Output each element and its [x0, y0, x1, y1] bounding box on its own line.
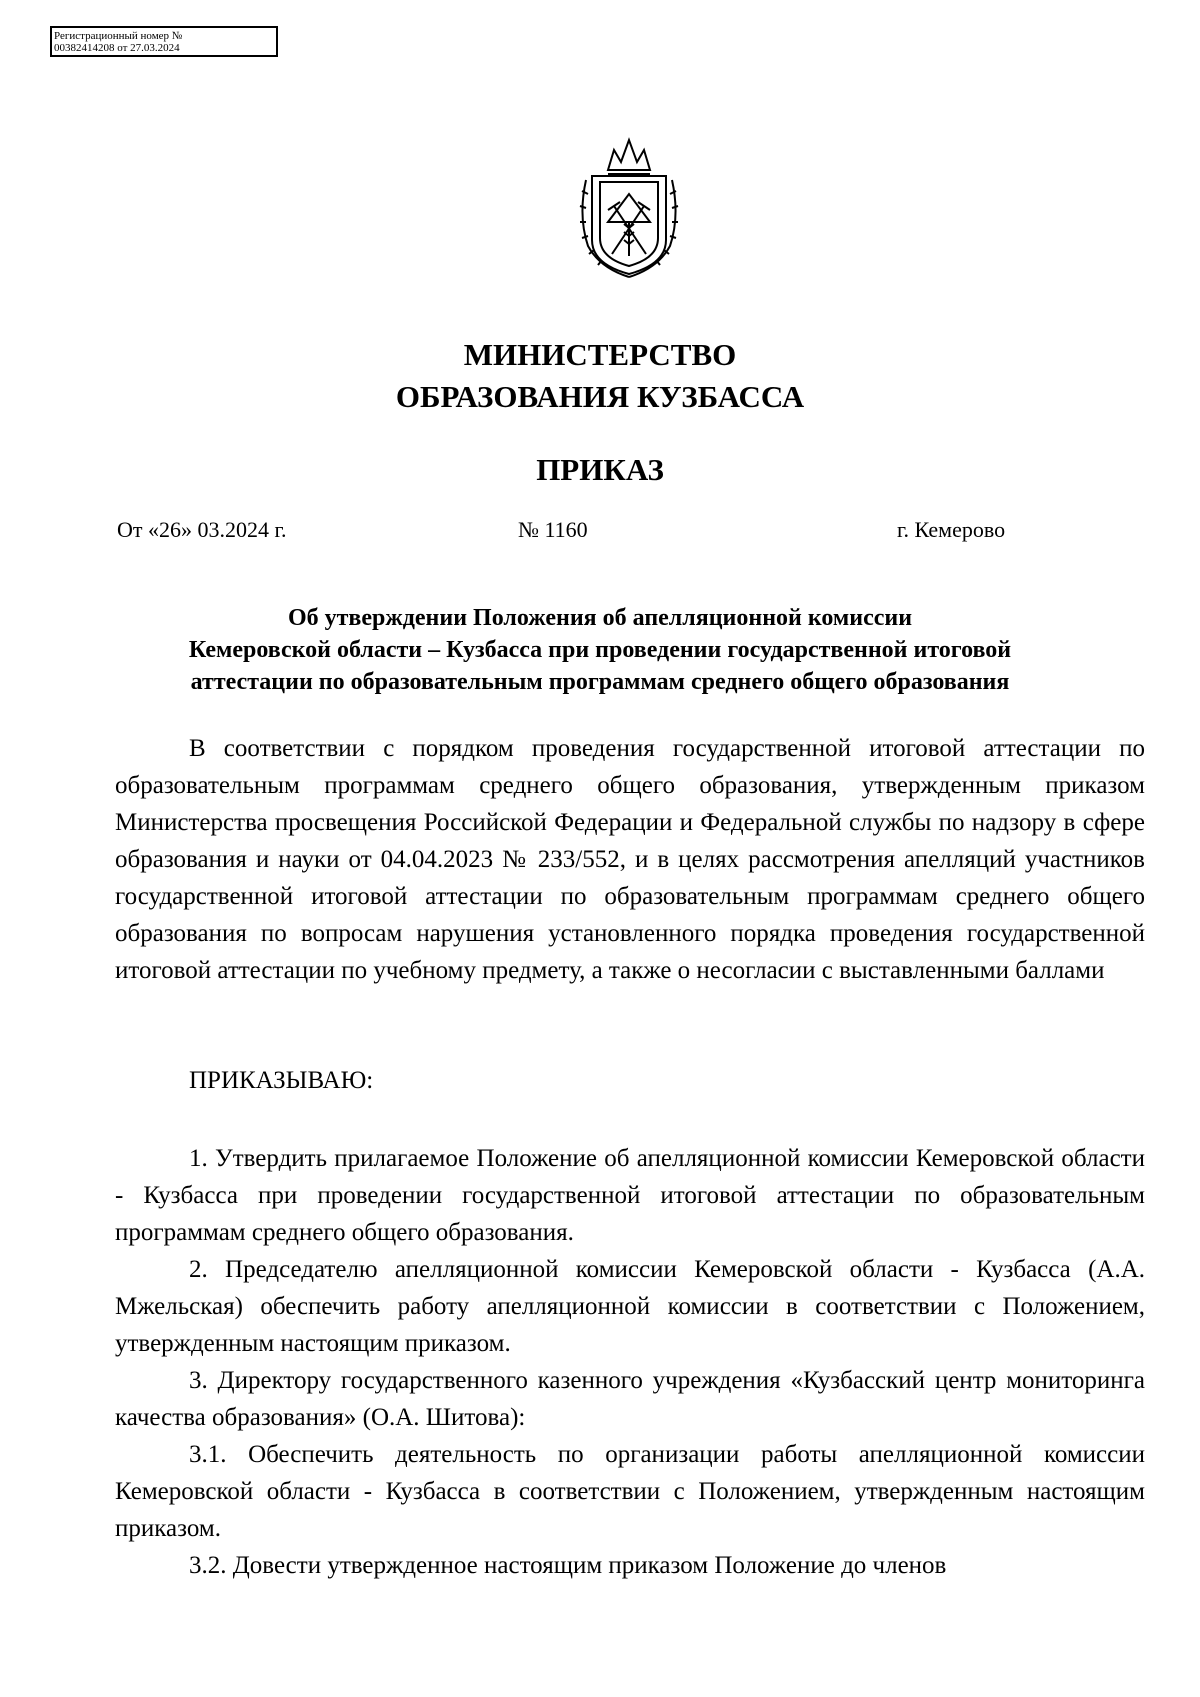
title-line-1: Об утверждении Положения об апелляционной комиссии — [287, 605, 913, 631]
ordered-heading: ПРИКАЗЫВАЮ: — [189, 1067, 374, 1094]
registration-line-2: 00382414208 от 27.03.2024 — [54, 42, 180, 54]
registration-line-1: Регистрационный номер № — [54, 30, 183, 42]
document-type: ПРИКАЗ — [536, 452, 664, 487]
order-number: № 1160 — [518, 517, 588, 542]
order-item: 1. Утвердить прилагаемое Положение об апелляционной комиссии Кемеровской области - Кузбасса при проведении государственной итоговой аттестации по образовательным программам среднего общего образования. — [115, 1145, 1145, 1246]
order-city: г. Кемерово — [897, 517, 1006, 542]
order-item: 3.1. Обеспечить деятельность по организации работы апелляционной комиссии Кемеровской области - Кузбасса в соответствии с Положением, утвержденным настоящим приказом. — [115, 1441, 1145, 1542]
order-item: 2. Председателю апелляционной комиссии Кемеровской области - Кузбасса (А.А. Мжельская) обеспечить работу апелляционной комиссии в соответствии с Положением, утвержденным настоящим приказом. — [115, 1256, 1145, 1357]
order-date: От «26» 03.2024 г. — [117, 517, 287, 542]
ministry-name — [0, 334, 1200, 418]
order-items — [115, 1140, 1145, 1584]
preamble-section — [115, 730, 1145, 989]
preamble-paragraph: В соответствии с порядком проведения государственной итоговой аттестации по образовательным программам среднего общего образования, утвержденным приказом Министерства просвещения Российской Федерации и Федеральной службы по надзору в сфере образования и науки от 04.04.2023 № 233/552, и в целях рассмотрения апелляций участников государственной итоговой аттестации по образовательным программам среднего общего образования по вопросам нарушения установленного порядка проведения государственной итоговой аттестации по учебному предмету, а также о несогласии с выставленными баллами — [115, 735, 1145, 984]
order-item: 3.2. Довести утвержденное настоящим приказом Положение до членов — [189, 1552, 947, 1579]
title-line-3: аттестации по образовательным программам среднего общего образования — [190, 669, 1010, 695]
registration-stamp — [50, 26, 278, 57]
order-title — [0, 602, 1200, 698]
ministry-line-2: ОБРАЗОВАНИЯ КУЗБАССА — [395, 379, 805, 414]
title-line-2: Кемеровской области – Кузбасса при проведении государственной итоговой — [188, 637, 1012, 663]
ministry-line-1: МИНИСТЕРСТВО — [463, 337, 737, 372]
kuzbass-coat-of-arms-icon — [574, 136, 684, 278]
ordered-section — [115, 1062, 1145, 1099]
order-item: 3. Директору государственного казенного учреждения «Кузбасский центр мониторинга качества образования» (О.А. Шитова): — [115, 1367, 1145, 1431]
